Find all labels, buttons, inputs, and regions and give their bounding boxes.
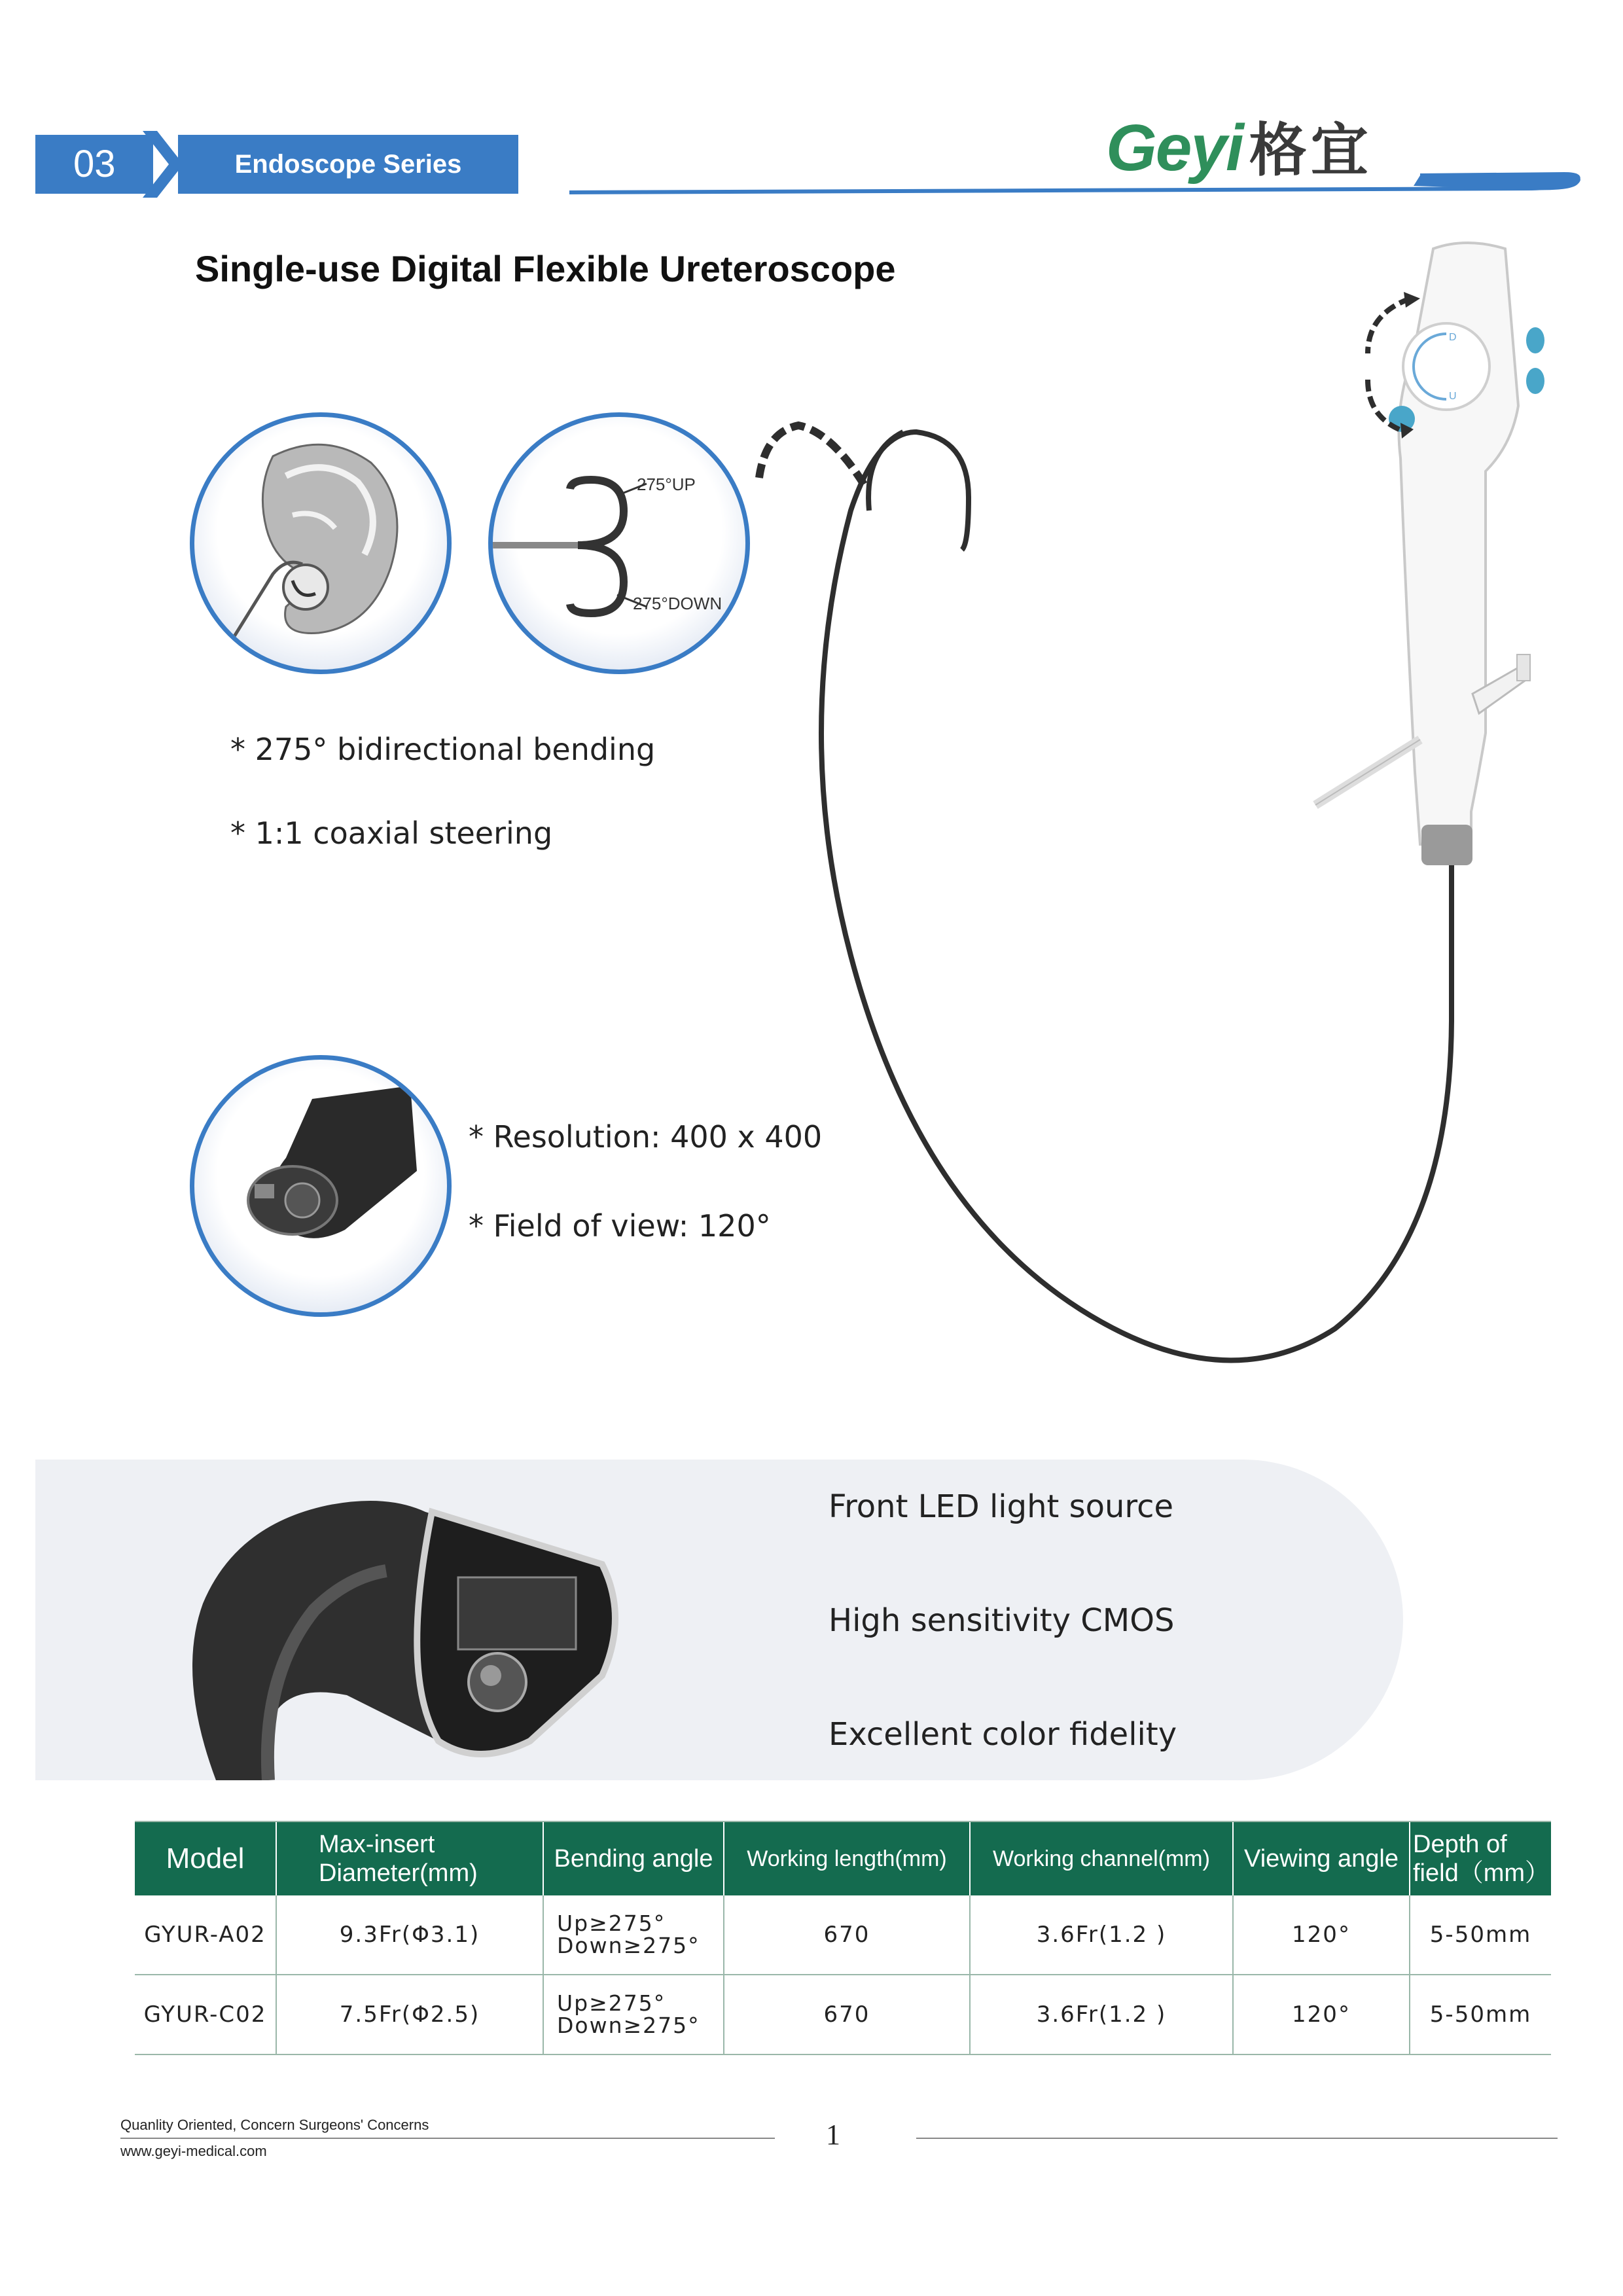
svg-text:D: D bbox=[1449, 332, 1457, 343]
page-number: 1 bbox=[826, 2119, 840, 2151]
feature-resolution: * Resolution: 400 x 400 bbox=[469, 1119, 823, 1155]
table-header-row bbox=[135, 1822, 1551, 1895]
header-swoosh-line bbox=[569, 171, 1590, 198]
bending-curve-icon bbox=[493, 417, 745, 670]
feature-steering: * 1:1 coaxial steering bbox=[230, 816, 553, 851]
cell-channel: 3.6Fr(1.2 ) bbox=[970, 1895, 1233, 1975]
section-title: Endoscope Series bbox=[178, 135, 518, 194]
footer-url[interactable]: www.geyi-medical.com bbox=[120, 2143, 267, 2159]
cell-length: 670 bbox=[724, 1975, 970, 2054]
section-number: 03 bbox=[35, 135, 153, 194]
table-row bbox=[135, 1895, 1551, 1975]
panel-feature-led: Front LED light source bbox=[829, 1488, 1173, 1525]
col-depth: Depth of field（mm） bbox=[1410, 1822, 1551, 1895]
bend-down-value: Down≥275° bbox=[557, 2013, 700, 2038]
cell-depth: 5-50mm bbox=[1410, 1895, 1551, 1975]
logo-cn-text: 格宜 bbox=[1249, 118, 1372, 183]
scope-tip-icon bbox=[194, 1060, 447, 1312]
ureteroscope-product-image bbox=[753, 236, 1603, 1388]
page-title: Single-use Digital Flexible Ureteroscope bbox=[195, 248, 896, 289]
col-diameter: Max-insert Diameter(mm) bbox=[276, 1822, 543, 1895]
kidney-illustration bbox=[190, 412, 452, 674]
bend-up-value: Up≥275° bbox=[557, 1990, 666, 2016]
svg-text:U: U bbox=[1449, 391, 1457, 402]
cell-diameter: 7.5Fr(Φ2.5) bbox=[276, 1975, 543, 2054]
logo-text: Geyi bbox=[1106, 111, 1243, 185]
scope-tip-closeup-image bbox=[151, 1479, 622, 1780]
feature-fov: * Field of view: 120° bbox=[469, 1208, 771, 1244]
cell-channel: 3.6Fr(1.2 ) bbox=[970, 1975, 1233, 2054]
cell-view: 120° bbox=[1233, 1975, 1410, 2054]
col-length: Working length(mm) bbox=[724, 1822, 970, 1895]
col-channel: Working channel(mm) bbox=[970, 1822, 1233, 1895]
footer-slogan: Quanlity Oriented, Concern Surgeons' Concerns bbox=[120, 2117, 429, 2133]
bending-diagram bbox=[488, 412, 750, 674]
cell-model: GYUR-A02 bbox=[135, 1895, 276, 1975]
spec-table bbox=[135, 1822, 1551, 2055]
bend-up-label: 275°UP bbox=[637, 475, 696, 494]
cell-depth: 5-50mm bbox=[1410, 1975, 1551, 2054]
table-top-rule bbox=[135, 1821, 1551, 1822]
table-row bbox=[135, 1975, 1551, 2054]
cell-bending bbox=[543, 1895, 724, 1975]
cell-view: 120° bbox=[1233, 1895, 1410, 1975]
kidney-icon bbox=[194, 417, 447, 670]
bend-down-label: 275°DOWN bbox=[633, 594, 722, 613]
cell-model: GYUR-C02 bbox=[135, 1975, 276, 2054]
col-model: Model bbox=[135, 1822, 276, 1895]
bend-up-value: Up≥275° bbox=[557, 1910, 666, 1936]
col-viewing: Viewing angle bbox=[1233, 1822, 1410, 1895]
scope-tip-image bbox=[190, 1055, 452, 1317]
col-bending: Bending angle bbox=[543, 1822, 724, 1895]
footer-right-rule bbox=[916, 2138, 1558, 2139]
cell-bending bbox=[543, 1975, 724, 2054]
footer-left-rule bbox=[120, 2138, 775, 2139]
bend-down-value: Down≥275° bbox=[557, 1933, 700, 1958]
cell-diameter: 9.3Fr(Φ3.1) bbox=[276, 1895, 543, 1975]
panel-feature-color: Excellent color fidelity bbox=[829, 1716, 1177, 1753]
cell-length: 670 bbox=[724, 1895, 970, 1975]
feature-bending: * 275° bidirectional bending bbox=[230, 732, 656, 767]
panel-feature-cmos: High sensitivity CMOS bbox=[829, 1602, 1175, 1639]
